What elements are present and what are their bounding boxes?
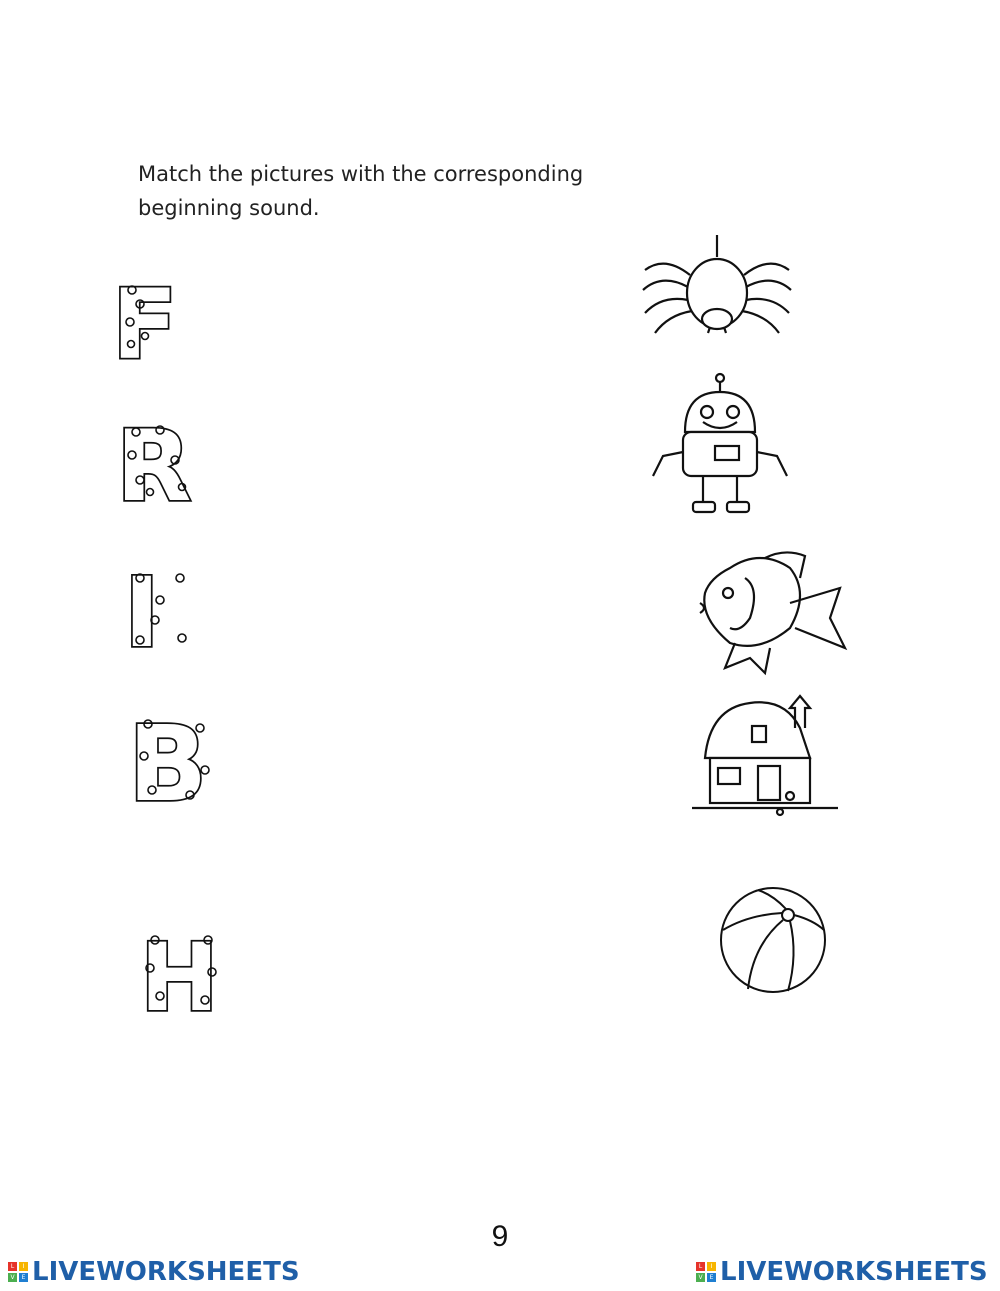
house-icon[interactable] — [690, 688, 840, 818]
brand-block-l: L — [8, 1262, 17, 1271]
letter-r-glyph: R — [116, 410, 192, 524]
brand-block-e-right: E — [707, 1273, 716, 1282]
brand-block-l-right: L — [696, 1262, 705, 1271]
letter-r[interactable] — [108, 410, 218, 524]
brand-block-i-right: I — [707, 1262, 716, 1271]
letter-i[interactable] — [104, 556, 214, 669]
letter-i-glyph: I — [124, 557, 160, 669]
brand-text-left: LIVEWORKSHEETS — [32, 1257, 300, 1287]
brand-block-v-right: V — [696, 1273, 705, 1282]
letter-b[interactable] — [120, 700, 230, 825]
letter-f[interactable] — [102, 270, 212, 380]
letter-h[interactable] — [134, 920, 244, 1033]
page-number: 9 — [491, 1220, 509, 1253]
instruction-line-1: Match the pictures with the corresponding — [138, 162, 584, 186]
robot-icon[interactable] — [645, 372, 795, 517]
fish-icon[interactable] — [690, 548, 850, 683]
brand-blocks — [8, 1262, 28, 1282]
brand-logo-right — [696, 1255, 988, 1289]
ball-icon[interactable] — [718, 885, 828, 995]
brand-block-v: V — [8, 1273, 17, 1282]
brand-logo-left — [8, 1255, 300, 1289]
spider-icon[interactable] — [640, 235, 795, 345]
brand-block-i: I — [19, 1262, 28, 1271]
brand-text-right: LIVEWORKSHEETS — [720, 1257, 988, 1287]
instruction-text — [138, 157, 658, 225]
instruction-line-2: beginning sound. — [138, 196, 320, 220]
letter-b-glyph: B — [128, 703, 208, 825]
letter-h-glyph: H — [140, 924, 219, 1033]
brand-block-e: E — [19, 1273, 28, 1282]
brand-blocks-right — [696, 1262, 716, 1282]
letter-f-glyph: F — [112, 269, 178, 381]
